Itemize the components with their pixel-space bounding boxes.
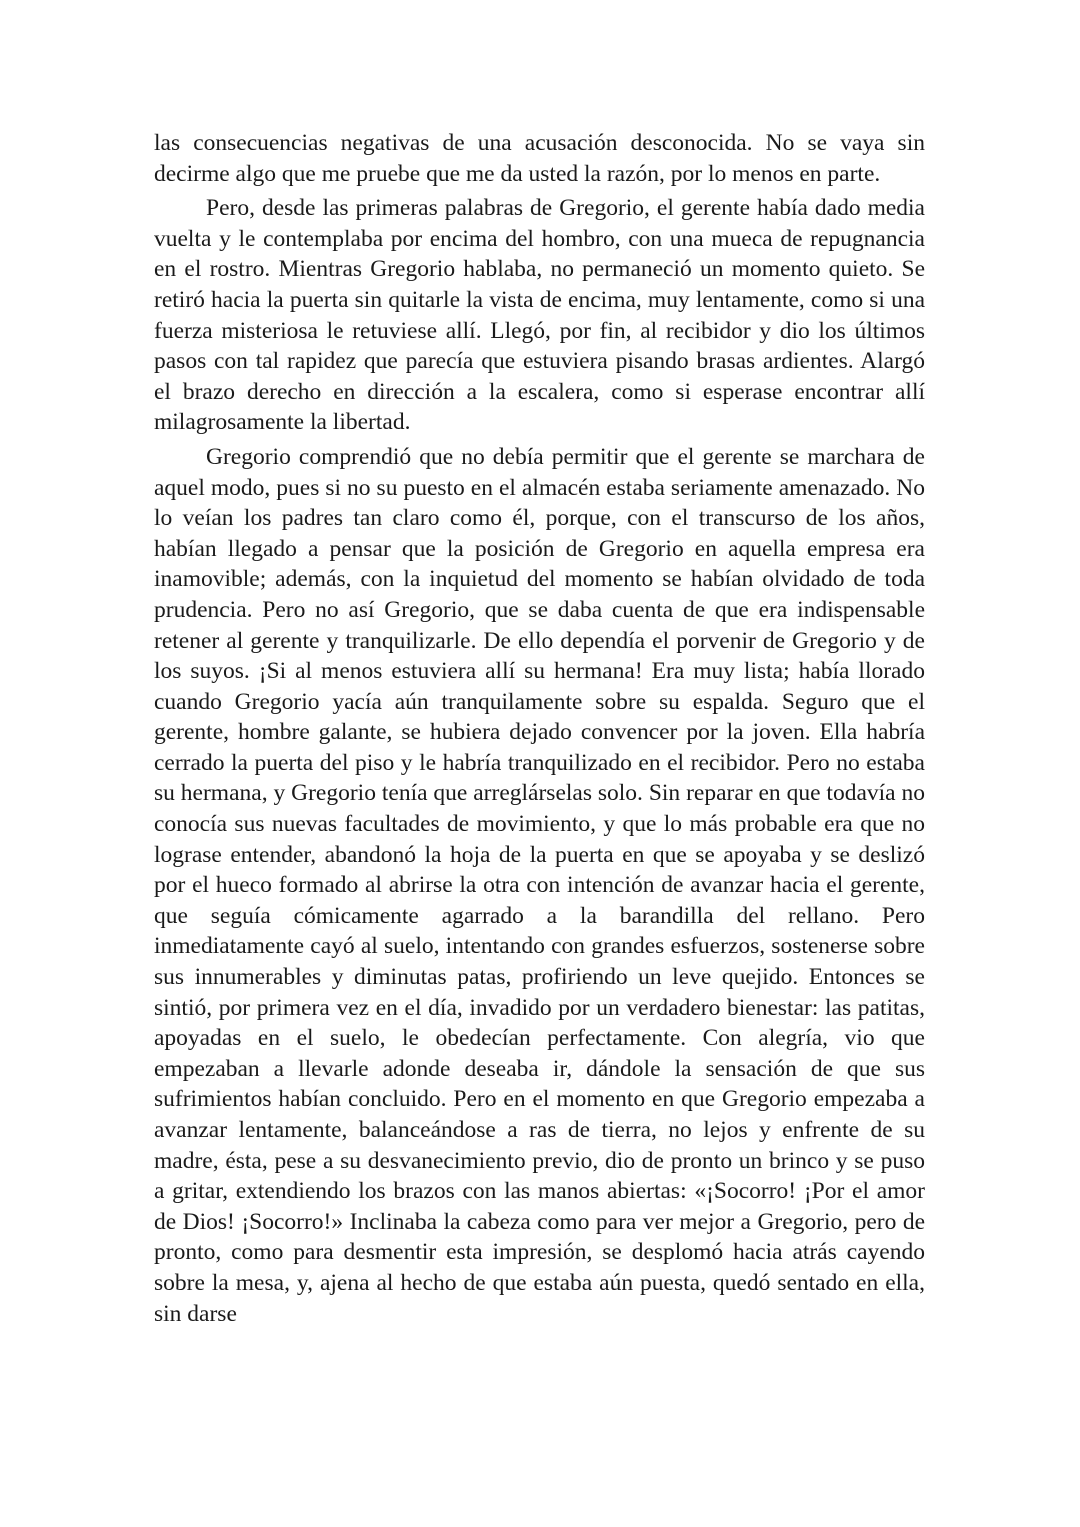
paragraph-3: Gregorio comprendió que no debía permitir que el gerente se marchara de aquel modo, pues si no su puesto en el almacén estaba seriamente amenazado. No lo veían los padres tan claro como él, porque, con el transcurso de los años, habían llegado a pensar que la posición de Gregorio en aquella empresa era inamovible; además, con la inquietud del momento se habían olvidado de toda prudencia. Pero no así Gregorio, que se daba cuenta de que era indispensable retener al gerente y tranquilizarle. De ello dependía el porvenir de Gregorio y de los suyos. ¡Si al menos estuviera allí su hermana! Era muy lista; había llorado cuando Gregorio yacía aún tranquilamente sobre su espalda. Seguro que el gerente, hombre galante, se hubiera dejado convencer por la joven. Ella habría cerrado la puerta del piso y le habría tranquilizado en el recibidor. Pero no estaba su hermana, y Gregorio tenía que arreglárselas solo. Sin reparar en que todavía no conocía sus nuevas facultades de movimiento, y que lo más probable era que no lograse entender, abandonó la hoja de la puerta en que se apoyaba y se deslizó por el hueco formado al abrirse la otra con intención de avanzar hacia el gerente, que seguía cómicamente agarrado a la barandilla del rellano. Pero inmediatamente cayó al suelo, intentando con grandes esfuerzos, sostenerse sobre sus innumerables y diminutas patas, profiriendo un leve quejido. Entonces se sintió, por primera vez en el día, invadido por un verdadero bienestar: las patitas, apoyadas en el suelo, le obedecían perfectamente. Con alegría, vio que empezaban a llevarle adonde deseaba ir, dándole la sensación de que sus sufrimientos habían concluido. Pero en el momento en que Gregorio empezaba a avanzar lentamente, balanceándose a ras de tierra, no lejos y enfrente de su madre, ésta, pese a su desvanecimiento previo, dio de pronto un brinco y se puso a gritar, extendiendo los brazos con las manos abiertas: «¡Socorro! ¡Por el amor de Dios! ¡Socorro!» Inclinaba la cabeza como para ver mejor a Gregorio, pero de pronto, como para desmentir esta impresión, se desplomó hacia atrás cayendo sobre la mesa, y, ajena al hecho de que estaba aún puesta, quedó sentado en ella, sin darse [154, 443, 925, 1327]
body-text [154, 128, 925, 1333]
paragraph-2: Pero, desde las primeras palabras de Gregorio, el gerente había dado media vuelta y le contemplaba por encima del hombro, con una mueca de repugnancia en el rostro. Mientras Gregorio hablaba, no permaneció un momento quieto. Se retiró hacia la puerta sin quitarle la vista de encima, muy lentamente, como si una fuerza misteriosa le retuviese allí. Llegó, por fin, al recibidor y dio los últimos pasos con tal rapidez que parecía que estuviera pisando brasas ardientes. Alargó el brazo derecho en dirección a la escalera, como si esperase encontrar allí milagrosamente la libertad. [154, 195, 925, 436]
paragraph-1: las consecuencias negativas de una acusación desconocida. No se vaya sin decirme algo que me pruebe que me da usted la razón, por lo menos en parte. [154, 130, 925, 187]
